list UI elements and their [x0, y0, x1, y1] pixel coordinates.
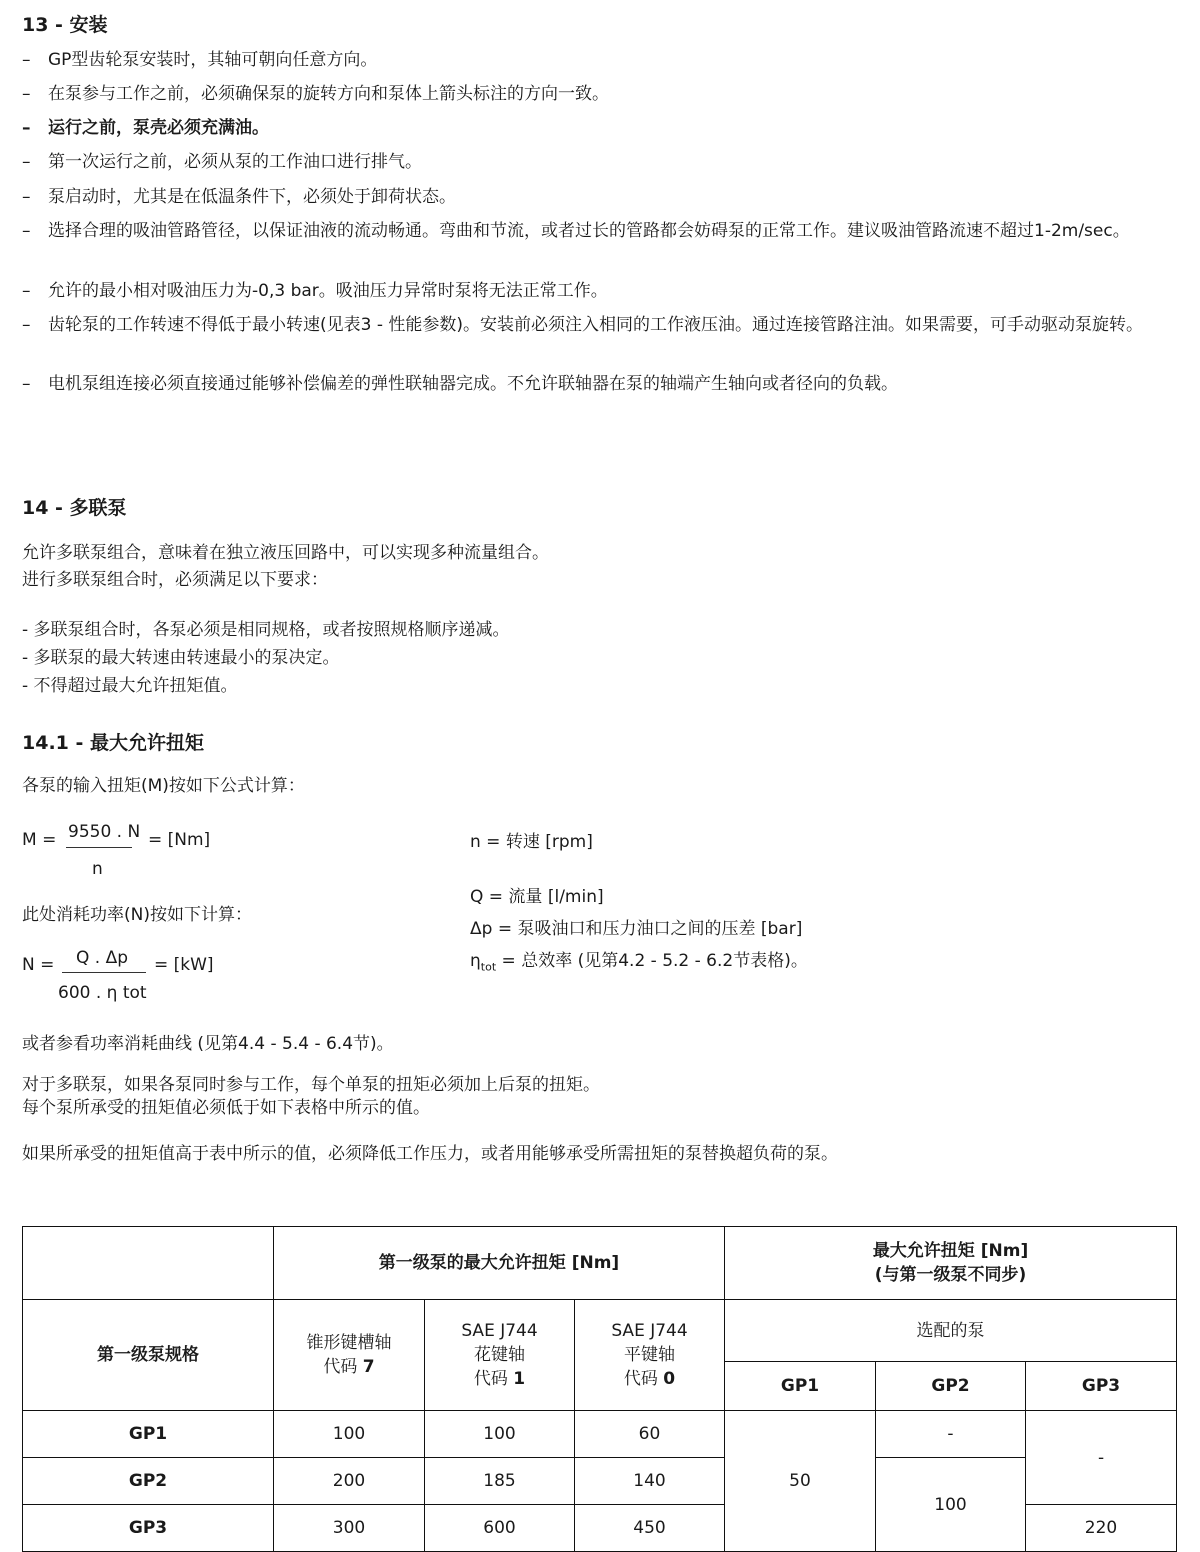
- code-value: 1: [513, 1369, 526, 1389]
- header-line: 花键轴: [474, 1345, 525, 1365]
- row-name: GP3: [23, 1505, 274, 1552]
- formula-intro: 各泵的输入扭矩(M)按如下公式计算：: [22, 776, 305, 796]
- cell-spline: 185: [425, 1458, 575, 1505]
- code-label: 代码: [623, 1369, 664, 1389]
- definition-n: n = 转速 [rpm]: [470, 832, 593, 852]
- intro-text: 允许多联泵组合，意味着在独立液压回路中，可以实现多种流量组合。: [22, 543, 549, 563]
- code-value: 7: [362, 1357, 375, 1377]
- cell-taper: 200: [274, 1458, 425, 1505]
- cell-taper: 300: [274, 1505, 425, 1552]
- intro-text: 进行多联泵组合时，必须满足以下要求：: [22, 570, 328, 590]
- eta-definition-text: = 总效率 (见第4.2 - 5.2 - 6.2节表格)。: [496, 951, 808, 971]
- list-item-text: 齿轮泵的工作转速不得低于最小转速(见表3 - 性能参数)。安装前必须注入相同的工作液压油。通过连接管路注油。如果需要，可手动驱动泵旋转。: [48, 315, 1144, 335]
- header-code-line: [575, 1367, 724, 1391]
- fraction-bar: [66, 847, 132, 848]
- code-value: 0: [663, 1369, 676, 1389]
- section-14-title: 14 - 多联泵: [22, 497, 127, 519]
- header-first-stage-max-torque: 第一级泵的最大允许扭矩 [Nm]: [274, 1227, 725, 1300]
- list-item-text: 电机泵组连接必须直接通过能够补偿偏差的弹性联轴器完成。不允许联轴器在泵的轴端产生轴向或者径向的负载。: [48, 374, 898, 394]
- cell-key: 140: [575, 1458, 725, 1505]
- list-item: [22, 116, 1182, 140]
- list-item: [22, 219, 1182, 243]
- header-code-line: [425, 1367, 574, 1391]
- requirement-item: - 多联泵组合时，各泵必须是相同规格，或者按照规格顺序递减。: [22, 620, 510, 640]
- definition-eta: [470, 946, 808, 973]
- cell-spline: 100: [425, 1411, 575, 1458]
- header-taper-shaft: [274, 1300, 425, 1411]
- torque-table: [22, 1226, 1177, 1552]
- formula-n-numerator: Q . Δp: [76, 948, 129, 968]
- cell-taper: 100: [274, 1411, 425, 1458]
- header-gp2: GP2: [876, 1362, 1026, 1411]
- code-label: 代码: [323, 1357, 363, 1377]
- header-key-shaft: [575, 1300, 725, 1411]
- table-row: [23, 1458, 1177, 1505]
- eta-subscript: tot: [480, 960, 497, 974]
- header-gp3: GP3: [1026, 1362, 1177, 1411]
- header-line: (与第一级泵不同步): [874, 1265, 1027, 1285]
- formula-m-lhs: M =: [22, 830, 57, 850]
- formula-m-denominator: n: [92, 859, 103, 879]
- header-line: 最大允许扭矩 [Nm]: [872, 1241, 1029, 1261]
- list-item-text: 允许的最小相对吸油压力为-0,3 bar。吸油压力异常时泵将无法正常工作。: [48, 281, 608, 301]
- paragraph: 对于多联泵，如果各泵同时参与工作，每个单泵的扭矩必须加上后泵的扭矩。: [22, 1075, 600, 1095]
- formula-n-lhs: N =: [22, 955, 55, 975]
- cell-spline: 600: [425, 1505, 575, 1552]
- code-label: 代码: [473, 1369, 514, 1389]
- list-item-text: GP型齿轮泵安装时，其轴可朝向任意方向。: [48, 50, 378, 70]
- table-corner-cell: [23, 1227, 274, 1300]
- cell-opt-gp3: 220: [1026, 1505, 1177, 1552]
- header-optional-pump: 选配的泵: [725, 1300, 1177, 1362]
- list-item-text: 在泵参与工作之前，必须确保泵的旋转方向和泵体上箭头标注的方向一致。: [48, 84, 609, 104]
- row-name: GP1: [23, 1411, 274, 1458]
- list-item: [22, 372, 1182, 396]
- dash-bullet: –: [22, 152, 31, 172]
- list-item: [22, 82, 1182, 106]
- dash-bullet: –: [22, 84, 31, 104]
- formula-n-rhs: = [kW]: [154, 955, 214, 975]
- list-item-text: 泵启动时，尤其是在低温条件下，必须处于卸荷状态。: [48, 187, 456, 207]
- cell-opt-gp3: -: [1026, 1411, 1177, 1505]
- dash-bullet: –: [22, 281, 31, 301]
- dash-bullet: –: [22, 374, 31, 394]
- requirement-item: - 不得超过最大允许扭矩值。: [22, 676, 238, 696]
- table-row: [23, 1411, 1177, 1458]
- section-13-title: 13 - 安装: [22, 14, 108, 36]
- requirement-item: - 多联泵的最大转速由转速最小的泵决定。: [22, 648, 340, 668]
- definition-q: Q = 流量 [l/min]: [470, 887, 604, 907]
- list-item: [22, 185, 1182, 209]
- row-name: GP2: [23, 1458, 274, 1505]
- formula-n-denominator: 600 . η tot: [58, 983, 147, 1003]
- header-code-line: [274, 1355, 424, 1379]
- power-intro: 此处消耗功率(N)按如下计算：: [22, 905, 252, 925]
- paragraph: 每个泵所承受的扭矩值必须低于如下表格中所示的值。: [22, 1098, 430, 1118]
- cell-opt-gp2: 100: [876, 1458, 1026, 1552]
- paragraph: 如果所承受的扭矩值高于表中所示的值，必须降低工作压力，或者用能够承受所需扭矩的泵替换超负荷的泵。: [22, 1144, 838, 1164]
- header-spline-shaft: [425, 1300, 575, 1411]
- list-item: [22, 150, 1182, 174]
- cell-key: 450: [575, 1505, 725, 1552]
- list-item: [22, 279, 1182, 303]
- header-first-stage-spec: 第一级泵规格: [23, 1300, 274, 1411]
- eta-symbol: η: [470, 951, 481, 971]
- header-line: SAE J744: [461, 1321, 538, 1341]
- header-max-torque-async: [725, 1227, 1177, 1300]
- dash-bullet: –: [22, 118, 31, 138]
- fraction-bar: [62, 972, 146, 973]
- list-item-text: 运行之前，泵壳必须充满油。: [48, 118, 269, 138]
- list-item: [22, 48, 1182, 72]
- list-item-text: 第一次运行之前，必须从泵的工作油口进行排气。: [48, 152, 422, 172]
- header-line: SAE J744: [611, 1321, 688, 1341]
- cell-key: 60: [575, 1411, 725, 1458]
- header-gp1: GP1: [725, 1362, 876, 1411]
- dash-bullet: –: [22, 315, 31, 335]
- formula-m-rhs: = [Nm]: [148, 830, 211, 850]
- formula-m-numerator: 9550 . N: [68, 822, 141, 842]
- definition-dp: Δp = 泵吸油口和压力油口之间的压差 [bar]: [470, 919, 803, 939]
- cell-opt-gp1: 50: [725, 1411, 876, 1552]
- header-line: 平键轴: [624, 1345, 675, 1365]
- paragraph: 或者参看功率消耗曲线 (见第4.4 - 5.4 - 6.4节)。: [22, 1034, 394, 1054]
- cell-opt-gp2: -: [876, 1411, 1026, 1458]
- dash-bullet: –: [22, 50, 31, 70]
- section-14-1-title: 14.1 - 最大允许扭矩: [22, 732, 204, 754]
- list-item-text: 选择合理的吸油管路管径，以保证油液的流动畅通。弯曲和节流，或者过长的管路都会妨碍泵的正常工作。建议吸油管路流速不超过1-2m/sec。: [48, 221, 1130, 241]
- dash-bullet: –: [22, 187, 31, 207]
- list-item: [22, 313, 1182, 337]
- header-line: 锥形键槽轴: [306, 1333, 392, 1353]
- dash-bullet: –: [22, 221, 31, 241]
